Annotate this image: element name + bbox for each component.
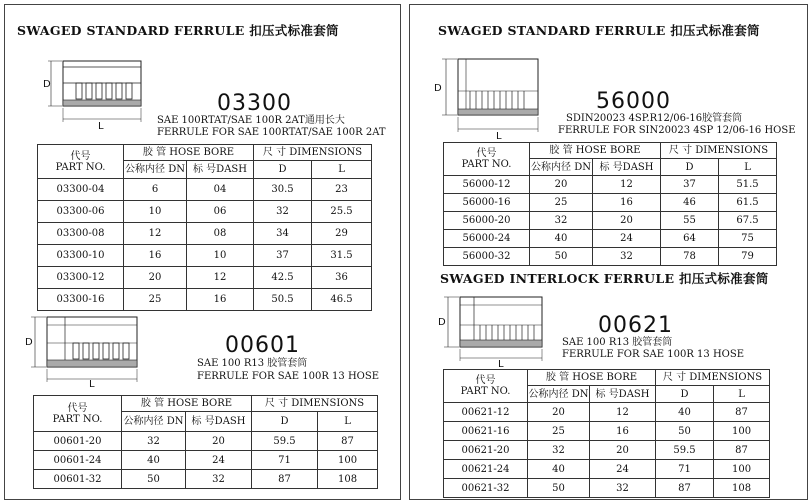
d-cell: 59.5 <box>252 432 318 451</box>
dn-cell: 25 <box>528 422 590 441</box>
l-cell: 79 <box>719 248 777 266</box>
l-cell: 25.5 <box>312 201 372 223</box>
ferrule-drawing-56000 <box>432 57 544 142</box>
dim-d-label: D <box>25 337 33 348</box>
l-cell: 75 <box>719 230 777 248</box>
hose-bore-header: 胶 管 HOSE BORE <box>530 143 661 159</box>
table-row <box>444 460 770 479</box>
l-cell: 87 <box>714 403 770 422</box>
spec-table-00621 <box>443 369 770 498</box>
hose-bore-header: 胶 管 HOSE BORE <box>122 396 252 412</box>
dn-cell: 40 <box>528 460 590 479</box>
table-row <box>444 422 770 441</box>
dn-cell: 40 <box>530 230 593 248</box>
table-row <box>34 451 378 470</box>
table-header-row <box>444 370 770 386</box>
part-code: 00621 <box>598 313 673 338</box>
dash-cell: 24 <box>590 460 656 479</box>
dn-cell: 40 <box>122 451 186 470</box>
l-cell: 23 <box>312 179 372 201</box>
l-cell: 51.5 <box>719 176 777 194</box>
d-cell: 34 <box>254 223 312 245</box>
dn-cell: 50 <box>122 470 186 489</box>
table-row <box>444 212 777 230</box>
table-row <box>38 179 372 201</box>
part-no-cell: 00621-32 <box>444 479 528 498</box>
part-no-header <box>444 370 528 403</box>
l-header: L <box>318 412 378 432</box>
l-cell: 108 <box>714 479 770 498</box>
part-no-header-label: 代号 <box>70 150 91 162</box>
part-no-header-label: 代号 <box>67 402 88 414</box>
dim-d-label: D <box>434 83 442 94</box>
ferrule-drawing-03300 <box>43 59 153 131</box>
dn-cell: 50 <box>528 479 590 498</box>
l-cell: 61.5 <box>719 194 777 212</box>
part-description-cn: SAE 100 R13 胶管套筒 <box>562 337 673 348</box>
d-cell: 64 <box>661 230 719 248</box>
dash-header: 标 号DASH <box>187 161 254 179</box>
dim-d-label: D <box>43 79 51 90</box>
dn-header: 公称内径 DN <box>124 161 187 179</box>
part-no-cell: 03300-04 <box>38 179 124 201</box>
table-row <box>38 223 372 245</box>
dash-cell: 32 <box>593 248 661 266</box>
d-header: D <box>661 159 719 176</box>
part-no-cell: 03300-16 <box>38 289 124 311</box>
dim-l-label: L <box>89 379 95 390</box>
hose-bore-header: 胶 管 HOSE BORE <box>124 145 254 161</box>
dn-cell: 32 <box>528 441 590 460</box>
part-description-en: FERRULE FOR SAE 100R 13 HOSE <box>562 349 745 360</box>
d-cell: 55 <box>661 212 719 230</box>
d-cell: 71 <box>656 460 714 479</box>
part-code: 00601 <box>225 333 300 358</box>
l-cell: 108 <box>318 470 378 489</box>
d-cell: 71 <box>252 451 318 470</box>
d-cell: 37 <box>661 176 719 194</box>
part-no-cell: 00621-24 <box>444 460 528 479</box>
ferrule-drawing-00621 <box>438 295 553 370</box>
part-no-cell: 00601-20 <box>34 432 122 451</box>
d-header: D <box>252 412 318 432</box>
table-row <box>444 230 777 248</box>
part-no-cell: 03300-12 <box>38 267 124 289</box>
part-no-cell: 03300-06 <box>38 201 124 223</box>
left-catalog-panel <box>4 4 401 500</box>
l-cell: 100 <box>318 451 378 470</box>
part-code: 56000 <box>596 89 671 114</box>
d-cell: 30.5 <box>254 179 312 201</box>
l-header: L <box>312 161 372 179</box>
dn-cell: 6 <box>124 179 187 201</box>
dash-cell: 16 <box>593 194 661 212</box>
part-description-en: FERRULE FOR SIN20023 4SP 12/06-16 HOSE <box>558 125 796 136</box>
d-cell: 32 <box>254 201 312 223</box>
d-cell: 59.5 <box>656 441 714 460</box>
dn-cell: 20 <box>528 403 590 422</box>
dash-header: 标 号DASH <box>593 159 661 176</box>
table-row <box>38 267 372 289</box>
dash-header: 标 号DASH <box>186 412 252 432</box>
table-row <box>38 201 372 223</box>
part-no-cell: 56000-32 <box>444 248 530 266</box>
right-catalog-panel <box>409 4 808 500</box>
dn-header: 公称内径 DN <box>528 386 590 403</box>
dash-cell: 10 <box>187 245 254 267</box>
dash-cell: 16 <box>590 422 656 441</box>
dn-cell: 25 <box>530 194 593 212</box>
table-row <box>38 289 372 311</box>
dash-cell: 12 <box>590 403 656 422</box>
dim-d-label: D <box>438 317 446 328</box>
hose-bore-header: 胶 管 HOSE BORE <box>528 370 656 386</box>
dn-cell: 16 <box>124 245 187 267</box>
part-code: 03300 <box>217 91 292 116</box>
part-no-header-label: 代号 <box>475 375 496 386</box>
panel-title: SWAGED STANDARD FERRULE 扣压式标准套筒 <box>438 23 760 38</box>
part-no-cell: 00621-20 <box>444 441 528 460</box>
part-description-cn: SAE 100RTAT/SAE 100R 2AT通用长大 <box>157 115 345 126</box>
part-no-header <box>444 143 530 176</box>
table-row <box>444 248 777 266</box>
dn-cell: 10 <box>124 201 187 223</box>
part-no-cell: 56000-12 <box>444 176 530 194</box>
dash-cell: 32 <box>590 479 656 498</box>
part-no-cell: 03300-08 <box>38 223 124 245</box>
l-header: L <box>714 386 770 403</box>
dimensions-header: 尺 寸 DIMENSIONS <box>252 396 378 412</box>
dn-cell: 50 <box>530 248 593 266</box>
dimensions-header: 尺 寸 DIMENSIONS <box>661 143 777 159</box>
table-header-row <box>444 143 777 159</box>
part-no-cell: 00621-12 <box>444 403 528 422</box>
part-no-header-label: PART NO. <box>461 159 512 170</box>
l-cell: 29 <box>312 223 372 245</box>
part-no-header <box>34 396 122 432</box>
table-header-row <box>38 145 372 161</box>
dimensions-header: 尺 寸 DIMENSIONS <box>254 145 372 161</box>
l-header: L <box>719 159 777 176</box>
table-row <box>444 441 770 460</box>
dn-cell: 20 <box>530 176 593 194</box>
l-cell: 67.5 <box>719 212 777 230</box>
d-cell: 46 <box>661 194 719 212</box>
l-cell: 87 <box>318 432 378 451</box>
dn-cell: 12 <box>124 223 187 245</box>
part-no-cell: 00621-16 <box>444 422 528 441</box>
dash-cell: 06 <box>187 201 254 223</box>
panel-subtitle: SWAGED INTERLOCK FERRULE 扣压式标准套筒 <box>440 271 769 286</box>
part-no-cell: 03300-10 <box>38 245 124 267</box>
part-no-header-label: PART NO. <box>52 413 103 425</box>
dn-header: 公称内径 DN <box>530 159 593 176</box>
dn-cell: 20 <box>124 267 187 289</box>
spec-table-00601 <box>33 395 378 489</box>
dash-cell: 24 <box>593 230 661 248</box>
dim-l-label: L <box>498 359 504 370</box>
d-header: D <box>656 386 714 403</box>
dash-cell: 04 <box>187 179 254 201</box>
dn-cell: 32 <box>122 432 186 451</box>
d-cell: 87 <box>252 470 318 489</box>
part-description-cn: SAE 100 R13 胶管套筒 <box>197 358 308 369</box>
table-row <box>444 176 777 194</box>
part-no-header <box>38 145 124 179</box>
l-cell: 100 <box>714 422 770 441</box>
d-cell: 50 <box>656 422 714 441</box>
d-header: D <box>254 161 312 179</box>
part-no-header-label: PART NO. <box>460 386 511 397</box>
table-row <box>444 479 770 498</box>
table-row <box>444 403 770 422</box>
table-row <box>34 432 378 451</box>
dash-header: 标 号DASH <box>590 386 656 403</box>
part-no-cell: 56000-20 <box>444 212 530 230</box>
part-no-header-label: PART NO. <box>55 161 106 173</box>
table-row <box>38 245 372 267</box>
dim-l-label: L <box>496 131 502 142</box>
dim-l-label: L <box>98 121 104 132</box>
d-cell: 87 <box>656 479 714 498</box>
dimensions-header: 尺 寸 DIMENSIONS <box>656 370 770 386</box>
dn-cell: 25 <box>124 289 187 311</box>
d-cell: 42.5 <box>254 267 312 289</box>
part-no-header-label: 代号 <box>476 148 497 159</box>
spec-table-56000 <box>443 142 777 266</box>
dash-cell: 08 <box>187 223 254 245</box>
spec-table-03300 <box>37 144 372 311</box>
dash-cell: 12 <box>593 176 661 194</box>
table-row <box>34 470 378 489</box>
panel-title: SWAGED STANDARD FERRULE 扣压式标准套筒 <box>17 23 339 38</box>
d-cell: 37 <box>254 245 312 267</box>
l-cell: 36 <box>312 267 372 289</box>
table-header-row <box>34 396 378 412</box>
dn-cell: 32 <box>530 212 593 230</box>
ferrule-drawing-00601 <box>25 315 143 390</box>
dash-cell: 20 <box>593 212 661 230</box>
part-no-cell: 00601-24 <box>34 451 122 470</box>
part-no-cell: 56000-16 <box>444 194 530 212</box>
dash-cell: 12 <box>187 267 254 289</box>
dash-cell: 24 <box>186 451 252 470</box>
dash-cell: 20 <box>186 432 252 451</box>
dash-cell: 32 <box>186 470 252 489</box>
part-description-en: FERRULE FOR SAE 100RTAT/SAE 100R 2AT <box>157 127 386 138</box>
d-cell: 40 <box>656 403 714 422</box>
part-description-en: FERRULE FOR SAE 100R 13 HOSE <box>197 371 380 382</box>
part-no-cell: 00601-32 <box>34 470 122 489</box>
dash-cell: 20 <box>590 441 656 460</box>
l-cell: 87 <box>714 441 770 460</box>
part-no-cell: 56000-24 <box>444 230 530 248</box>
table-row <box>444 194 777 212</box>
d-cell: 78 <box>661 248 719 266</box>
dn-header: 公称内径 DN <box>122 412 186 432</box>
dash-cell: 16 <box>187 289 254 311</box>
part-description-cn: SDIN20023 4SP.R12/06-16胶管套筒 <box>566 113 743 124</box>
d-cell: 50.5 <box>254 289 312 311</box>
l-cell: 31.5 <box>312 245 372 267</box>
l-cell: 100 <box>714 460 770 479</box>
l-cell: 46.5 <box>312 289 372 311</box>
